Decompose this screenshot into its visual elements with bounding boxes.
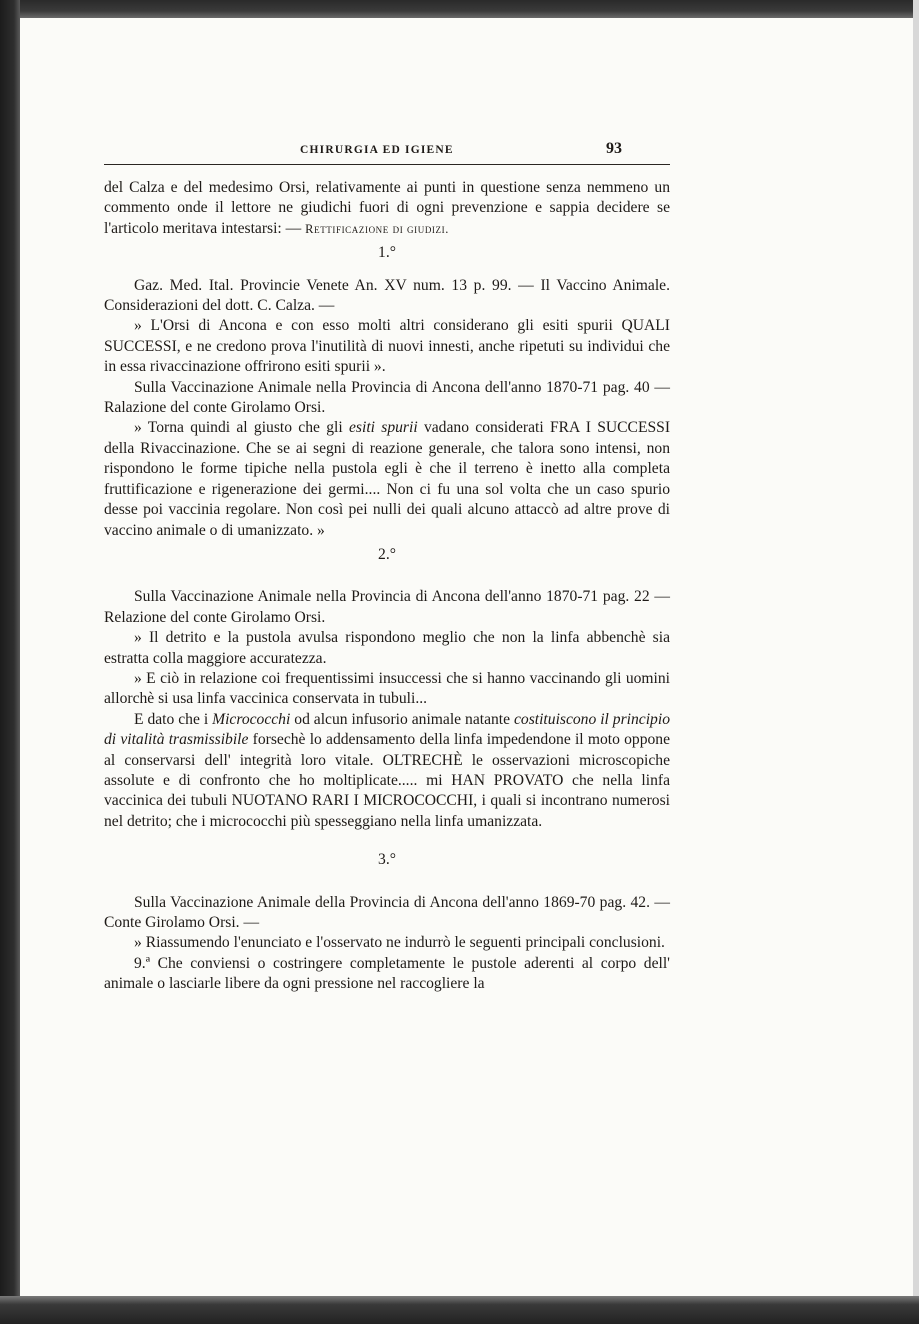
section-number-2: 2.° <box>378 545 396 563</box>
quote-3a: » Riassumendo l'enunciato e l'osservato ne indurrò le seguenti principali conclusioni. <box>134 934 665 952</box>
section-number-3: 3.° <box>378 851 396 869</box>
reference-1b: Sulla Vaccinazione Animale nella Provincia di Ancona dell'anno 1870-71 pag. 40 — Ralazione del conte Girolamo Orsi. <box>104 378 670 417</box>
running-title: CHIRURGIA ED IGIENE <box>300 144 454 156</box>
italic-term: esiti spurii <box>349 419 418 437</box>
spacer <box>104 883 670 893</box>
quote-1b <box>104 418 670 540</box>
section-number-1: 1.° <box>378 244 396 262</box>
reference-2: Sulla Vaccinazione Animale nella Provincia di Ancona dell'anno 1870-71 pag. 22 — Relazione del conte Girolamo Orsi. <box>104 588 670 626</box>
quote-2c <box>104 710 670 832</box>
reference-1: Gaz. Med. Ital. Provincie Venete An. XV num. 13 p. 99. — Il Vaccino Animale. Considerazioni del dott. C. Calza. — <box>104 276 670 315</box>
quote-text: od alcun infusorio animale natante <box>294 710 511 728</box>
quote-text: E dato che i <box>134 710 209 728</box>
scan-border-bottom <box>0 1296 919 1324</box>
quote-text: forsechè lo addensamento della linfa impedendone il moto oppone al conservarsi dell' integrità loro vitale. OLTRECHÈ le osservazioni microscopiche assolute e di confronto che ho moltiplicate..... mi HAN PROVATO che nella linfa vaccinica dei tubuli NUOTANO RARI I MICROCOCCHI, i quali si incontrano numerosi nel detrito; che i micrococchi più spesseggiano nella linfa umanizzata. <box>104 731 671 830</box>
paragraph-text: del Calza e del medesimo Orsi, relativamente ai punti in questione senza nemmeno un commento onde il lettore ne giudichi fuori di ogni prevenzione e sappia decidere se l'articolo meritava intestarsi: — <box>104 179 670 237</box>
header-rule <box>104 164 670 165</box>
quote-text: vadano considerati FRA I SUCCESSI della Rivaccinazione. Che se ai segni di reazione generale, che talora sono intensi, non rispondono le forme tipiche nella pustola egli è che il terreno è inetto alla completa fruttificazione e rigenerazione dei germi.... Non ci fu una sol volta che un caso spurio desse poi vaccinia regolare. Non così pei nulli dei quali alcuno attaccò ad altre prove di vaccino animale o di umanizzato. » <box>104 419 671 539</box>
section-caption: Rettificazione di giudizi. <box>305 221 449 236</box>
body-text <box>104 178 670 995</box>
quote-text: » Torna quindi al giusto che gli <box>134 419 343 437</box>
scan-border-left <box>0 0 20 1324</box>
italic-term: costituiscono il principio di vitalità trasmissibile <box>104 710 670 749</box>
quote-1: » L'Orsi di Ancona e con esso molti altri considerano gli esiti spurii QUALI SUCCESSI, e ne credono prova l'inutilità di nuovi innesti, anche ripetuti su individui che in essa rivaccinazione offrirono esiti spurii ». <box>104 317 670 376</box>
scan-border-right <box>913 0 919 1324</box>
paragraph-continuation <box>104 178 670 239</box>
page-number: 93 <box>606 140 622 157</box>
quote-2a: » Il detrito e la pustola avulsa rispondono meglio che non la linfa abbenchè sia estratta colla maggiore accuratezza. <box>104 629 670 667</box>
spacer <box>104 577 670 587</box>
scan-border-top <box>0 0 919 18</box>
running-head <box>104 140 670 163</box>
italic-term: Micrococchi <box>212 710 291 728</box>
quote-2b: » E ciò in relazione coi frequentissimi insuccessi che si hanno vaccinando gli uomini allorchè si usa linfa vaccinica conservata in tubuli... <box>104 669 670 708</box>
reference-3: Sulla Vaccinazione Animale della Provincia di Ancona dell'anno 1869-70 pag. 42. — Conte Girolamo Orsi. — <box>104 893 670 931</box>
spacer <box>104 832 670 846</box>
quote-3b: 9.ª Che conviensi o costringere completamente le pustole aderenti al corpo dell' animale o lasciarle libere da ogni pressione nel raccogliere la <box>104 954 670 993</box>
